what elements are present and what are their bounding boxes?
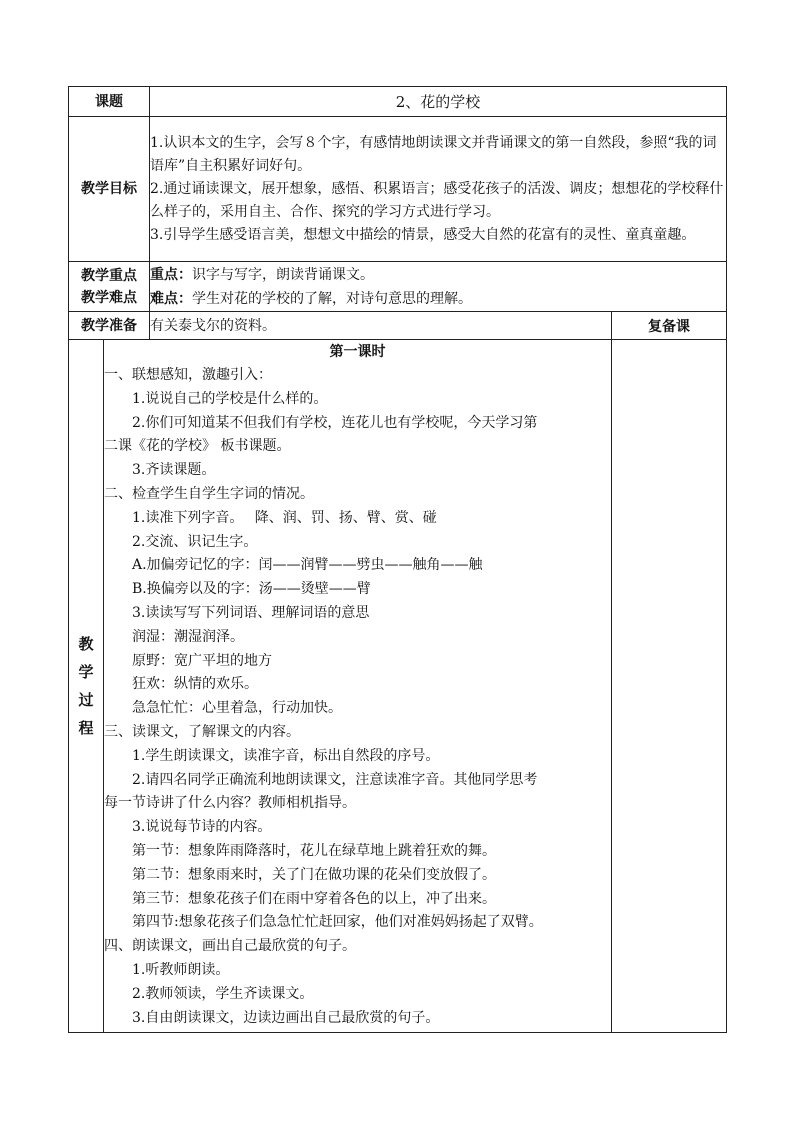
keypoints-row (69, 262, 727, 312)
lesson-title: 第一课时 (329, 344, 386, 360)
section-4-item-3: 3.自由朗读课文，边读边画出自己最欣赏的句子。 (132, 1009, 440, 1026)
section-3-item-1: 1.学生朗读课文，读准字音，标出自然段的序号。 (132, 747, 440, 764)
goal-item-2: 2.通过诵读课文，展开想象，感悟、积累语言；感受花孩子的活泼、调皮；想想花的学校释什么样子的，采用自主、合作、探究的学习方式进行学习。 (150, 180, 724, 220)
goals-content (150, 117, 727, 262)
keypoints-label (69, 262, 150, 312)
section-2-item-3: 3.读读写写下列词语、理解词语的意思 (132, 604, 370, 621)
word-2: 原野：宽广平坦的地方 (132, 652, 272, 669)
section-3-item-2b: 每一节诗讲了什么内容？教师相机指导。 (104, 795, 356, 812)
poem-part-2: 第二节：想象雨来时，关了门在做功课的花朵们变放假了。 (132, 866, 496, 883)
section-2-item-1: 1.读准下列字音。 降、润、罚、扬、臂、赏、碰 (132, 509, 437, 526)
keypoints-content (150, 262, 727, 312)
topic-row (69, 87, 727, 117)
focus-heading: 教学重点 (81, 267, 137, 284)
section-1-item-1: 1.说说自己的学校是什么样的。 (132, 390, 328, 407)
process-row (69, 340, 727, 1033)
poem-part-4: 第四节:想象花孩子们急急忙忙赶回家，他们对准妈妈扬起了双臂。 (132, 914, 543, 931)
difficulty-label: 难点： (150, 290, 192, 307)
process-char-4: 程 (78, 719, 94, 737)
word-4: 急急忙忙：心里着急，行动加快。 (132, 700, 342, 717)
focus-line (150, 263, 726, 287)
process-content (104, 340, 612, 1033)
poem-part-3: 第三节：想象花孩子们在雨中穿着各色的以上，冲了出来。 (132, 890, 496, 907)
topic-title: 2、花的学校 (150, 87, 727, 117)
section-1-item-2a: 2.你们可知道某不但我们有学校，连花儿也有学校呢，今天学习第 (132, 414, 538, 431)
section-2-item-a: A.加偏旁记忆的字：闰——润臂——劈虫——触角——触 (132, 557, 483, 574)
prep-label: 教学准备 (69, 312, 150, 340)
review-label: 复备课 (612, 312, 727, 340)
goals-row (69, 117, 727, 262)
word-1: 润湿：潮湿润泽。 (132, 628, 244, 645)
topic-label: 课题 (69, 87, 150, 117)
section-4-item-1: 1.听教师朗读。 (132, 961, 230, 978)
goal-item-1: 1.认识本文的生字，会写８个字，有感情地朗读课文并背诵课文的第一自然段，参照“我的词语库”自主积累好词好句。 (150, 134, 717, 174)
prep-value: 有关泰戈尔的资料。 (150, 312, 612, 340)
review-column (612, 340, 727, 1033)
section-3-item-2a: 2.请四名同学正确流利地朗读课文，注意读准字音。其他同学思考 (132, 771, 538, 788)
section-2-item-2: 2.交流、识记生字。 (132, 533, 258, 550)
process-label (69, 340, 104, 1033)
goal-item-3: 3.引导学生感受语言美，想想文中描绘的情景，感受大自然的花富有的灵性、童真童趣。 (150, 226, 696, 243)
poem-part-1: 第一节：想象阵雨降落时，花儿在绿草地上跳着狂欢的舞。 (132, 842, 496, 859)
word-3: 狂欢：纵情的欢乐。 (132, 676, 258, 693)
goals-label: 教学目标 (69, 117, 150, 262)
difficulty-heading: 教学难点 (81, 289, 137, 306)
section-3-item-3: 3.说说每节诗的内容。 (132, 819, 272, 836)
section-4-item-2: 2.教师领读，学生齐读课文。 (132, 985, 314, 1002)
difficulty-text: 学生对花的学校的了解，对诗句意思的理解。 (192, 290, 472, 307)
focus-text: 识字与写字，朗读背诵课文。 (192, 266, 374, 283)
difficulty-line (150, 287, 726, 311)
process-char-1: 教 (78, 635, 94, 653)
section-4-heading: 四、朗读课文，画出自己最欣赏的句子。 (104, 938, 356, 955)
prep-row (69, 312, 727, 340)
process-char-2: 学 (78, 663, 94, 681)
section-2-heading: 二、检查学生自学生字词的情况。 (104, 485, 314, 502)
section-3-heading: 三、读课文，了解课文的内容。 (104, 723, 300, 740)
lesson-plan-table (68, 86, 727, 1033)
section-1-heading: 一、联想感知，激趣引入： (104, 367, 272, 383)
section-1-item-2b: 二课《花的学校》 板书课题。 (104, 438, 291, 455)
section-2-item-b: B.换偏旁以及的字：汤——烫壁——臂 (132, 581, 371, 598)
focus-label: 重点： (150, 266, 192, 283)
process-char-3: 过 (78, 691, 94, 709)
section-1-item-3: 3.齐读课题。 (132, 462, 216, 479)
